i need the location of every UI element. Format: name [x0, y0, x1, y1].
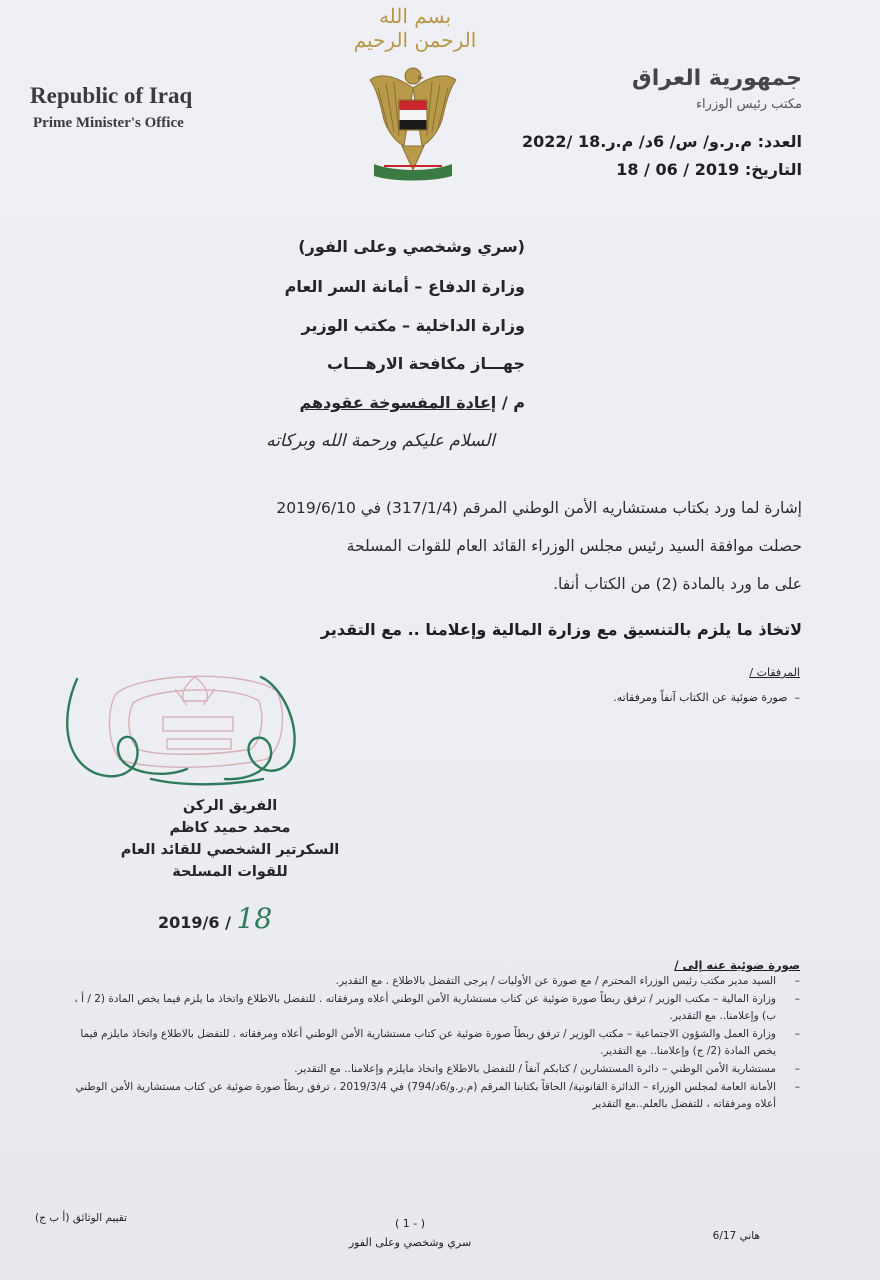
subject-text: إعادة المفسوخة عقودهم	[299, 393, 497, 412]
signature-date-printed: 2019/6 /	[158, 913, 231, 932]
signatory-title-cont: للقوات المسلحة	[172, 864, 288, 880]
signatory-name: محمد حميد كاظم	[169, 820, 291, 836]
body-line: إشارة لما ورد بكتاب مستشاريه الأمن الوطني المرقم (317/1/4) في 2019/6/10	[276, 499, 802, 517]
signatory-block	[120, 795, 340, 883]
english-country-name: Republic of Iraq	[30, 83, 193, 108]
reference-value: م.ر.و/ س/ 6د/ م.ر.18 /2022	[522, 132, 753, 151]
attachment-item: – صورة ضوئية عن الكتاب آنفاً ومرفقاته.	[613, 691, 800, 704]
closing-instruction: لاتخاذ ما يلزم بالتنسيق مع وزارة المالية وإعلامنا .. مع التقدير	[320, 620, 802, 639]
body-line: على ما ورد بالمادة (2) من الكتاب أنفا.	[553, 575, 802, 593]
list-item: – السيد مدير مكتب رئيس الوزراء المحترم / مع صورة عن الأوليات / يرجى التفضل بالاطلاع . مع التقدير.	[335, 975, 800, 987]
recipient-defense: وزارة الدفاع – أمانة السر العام	[284, 277, 525, 296]
list-item: – مستشارية الأمن الوطني – دائرة المستشارين / كتابكم آنفاً / للتفضل بالاطلاع واتخاذ مايلزم وإعلامنا.. مع التقدير.	[294, 1063, 800, 1075]
attachments-label: المرفقات /	[749, 666, 800, 679]
signatory-title: السكرتير الشخصي للقائد العام	[120, 842, 340, 858]
copies-title: صورة ضوئية عنه إلى /	[674, 958, 800, 972]
english-office-name: Prime Minister's Office	[33, 115, 184, 131]
footer-typist-initials: هاني 6/17	[712, 1230, 760, 1242]
date-label: التاريخ:	[744, 160, 802, 179]
subject-prefix: م /	[501, 393, 525, 412]
footer-document-rating: تقييم الوثائق (أ ب ج)	[35, 1212, 128, 1224]
official-seal-and-signature	[55, 655, 315, 795]
greeting: السلام عليكم ورحمة الله وبركاته	[266, 431, 495, 451]
footer-classification: سري وشخصي وعلى الفور	[348, 1236, 472, 1249]
recipient-interior: وزارة الداخلية – مكتب الوزير	[301, 316, 525, 335]
arabic-office-name: مكتب رئيس الوزراء	[695, 97, 802, 112]
recipient-counter-terrorism: جهـــاز مكافحة الارهـــاب	[327, 354, 525, 373]
signatory-rank: الفريق الركن	[182, 798, 278, 814]
letter-date-row	[616, 160, 802, 179]
classification-line: (سري وشخصي وعلى الفور)	[298, 237, 525, 256]
signature-date	[158, 902, 272, 935]
signature-date-handwritten: 18	[236, 902, 273, 935]
list-item: – الأمانة العامة لمجلس الوزراء – الدائرة القانونية/ الحاقاً بكتابنا المرقم (م.ر.و/6د/794) في 2019/3/4 ، ترفق ربطاً صورة ضوئية عن كتاب مستشارية الأمن الوطني أعلاه ومرفقاته ، للتفضل بالعلم..مع التقدير	[75, 1081, 800, 1110]
footer-center	[330, 1214, 490, 1252]
basmala-calligraphy: بسم الله الرحمن الرحيم	[353, 4, 477, 52]
date-value: 2019 / 06 / 18	[616, 160, 740, 179]
body-line: حصلت موافقة السيد رئيس مجلس الوزراء القائد العام للقوات المسلحة	[346, 537, 802, 555]
reference-label: العدد:	[757, 132, 802, 151]
copies-list	[72, 972, 802, 1114]
iraq-eagle-emblem-icon	[366, 58, 460, 182]
list-item: – وزارة المالية – مكتب الوزير / ترفق ربطاً صورة ضوئية عن كتاب مستشارية الأمن الوطني أعلاه ومرفقاته . للتفضل بالاطلاع واتخاذ ما يلزم فيما يخص المادة (2 / أ ، ب) وإعلامنا.. مع التقدير.	[74, 993, 800, 1022]
list-item: – وزارة العمل والشؤون الاجتماعية – مكتب الوزير / ترفق ربطاً صورة ضوئية عن كتاب مستشارية الأمن الوطني أعلاه ومرفقاته . للتفضل بالاطلاع واتخاذ مايلزم فيما يخص المادة (2/ ج) وإعلامنا.. مع التقدير.	[80, 1028, 800, 1057]
reference-number-row	[522, 132, 802, 151]
arabic-country-name: جمهورية العراق	[632, 66, 802, 91]
body-paragraph	[82, 489, 802, 603]
page-number: ( 1 - )	[394, 1217, 426, 1230]
subject-line	[299, 393, 525, 412]
